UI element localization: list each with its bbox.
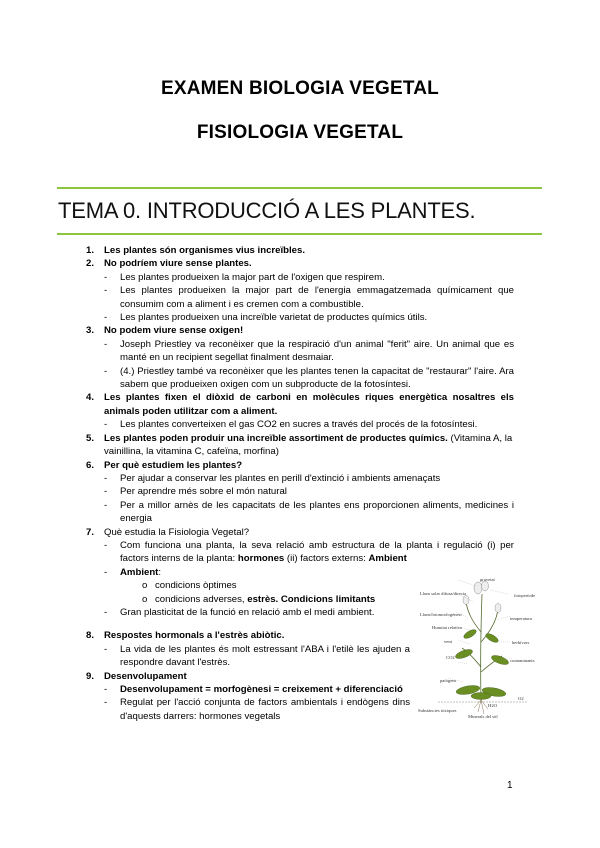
- dash-bullet: -: [104, 365, 108, 377]
- sub-item-text: Les plantes produeixen la major part de l'oxigen que respirem.: [120, 271, 385, 283]
- figure-label: herbívors: [512, 640, 530, 645]
- dash-bullet: -: [104, 539, 108, 551]
- sub-item-text: Per aprendre més sobre el món natural: [120, 486, 287, 498]
- item-text: (Vitamina A, la vainillina, la vitamina C, cafeïna, morfina): [104, 432, 513, 458]
- figure-label: fotoperíode: [514, 593, 536, 598]
- item-text: No podem viure sense oxigen!: [104, 325, 244, 337]
- figure-label: vent: [444, 639, 452, 644]
- circle-bullet: o: [142, 580, 148, 592]
- dash-bullet: -: [104, 472, 108, 484]
- sub-item: [0, 284, 600, 311]
- figure-label: temperatura: [510, 616, 532, 621]
- sub-item: [0, 271, 600, 284]
- sub-item-text: Les plantes converteixen el gas CO2 en sucres a través del procés de la fotosíntesi.: [120, 419, 478, 431]
- item-text-bold: Les plantes poden produir una increïble assortiment de productes químics.: [104, 432, 448, 444]
- sub-item-text: Per a millor arnès de les capacitats de les plantes ens proporcionen aliments, medicines i energia: [120, 499, 514, 525]
- sub-item-text: Gran plasticitat de la funció en relació amb el medi ambient.: [120, 606, 375, 618]
- item-text: Per què estudiem les plantes?: [104, 459, 243, 471]
- list-item: [0, 257, 600, 270]
- circle-item-text: condicions adverses,: [155, 593, 248, 605]
- sub-item: [0, 338, 600, 365]
- figure-label: H2O: [488, 703, 497, 708]
- item-number: 6.: [86, 459, 95, 471]
- item-text: Respostes hormonals a l'estrès abiòtic.: [104, 630, 285, 642]
- list-item: [0, 526, 600, 539]
- sub-item: [0, 311, 600, 324]
- dash-bullet: -: [104, 271, 108, 283]
- stress-term: estrès.: [247, 593, 279, 605]
- list-item: [0, 391, 600, 418]
- sub-item: [0, 472, 600, 485]
- figure-label: contaminants: [510, 658, 535, 663]
- sub-item-text: Desenvolupament = morfogènesi = creixement + diferenciació: [120, 684, 403, 695]
- hormones-term: hormones: [237, 553, 285, 565]
- dash-bullet: -: [104, 606, 108, 618]
- item-text: No podríem viure sense plantes.: [104, 258, 252, 270]
- document-subtitle: FISIOLOGIA VEGETAL: [196, 122, 404, 143]
- plant-stem: [481, 594, 482, 700]
- figure-label: Minerals del sòl: [468, 714, 498, 719]
- item-number: 8.: [86, 630, 95, 642]
- item-number: 3.: [86, 325, 95, 337]
- item-text: Les plantes fixen el diòxid de carboni en molècules riques energètica nosaltres els animals poden utilitzar com a aliment.: [104, 392, 514, 417]
- sub-item: [0, 418, 600, 431]
- dash-bullet: -: [104, 499, 108, 511]
- dash-bullet: -: [104, 338, 108, 350]
- item-number: 5.: [86, 432, 95, 444]
- item-number: 9.: [86, 670, 95, 682]
- dash-bullet: -: [104, 697, 108, 709]
- figure-label: O2: [518, 696, 524, 701]
- sub-item-text: Regulat per l'acció conjunta de factors ambientals i endògens dins d'aquests darrers: hormones vegetals: [120, 697, 410, 722]
- item-text: Què estudia la Fisiologia Vegetal?: [104, 526, 250, 538]
- figure-label: Llum solar difusa/directa: [420, 591, 467, 596]
- figure-label: patògens: [440, 678, 457, 683]
- page-number: 1: [507, 780, 513, 791]
- dash-bullet: -: [104, 312, 108, 324]
- sub-item: [0, 485, 600, 498]
- dash-bullet: -: [104, 419, 108, 431]
- section-heading: TEMA 0. INTRODUCCIÓ A LES PLANTES.: [58, 198, 476, 223]
- sub-item: [0, 365, 600, 392]
- dash-bullet: -: [104, 486, 108, 498]
- circle-bullet: o: [142, 593, 148, 605]
- figure-label: gravetat: [480, 577, 495, 582]
- list-item: [0, 459, 600, 472]
- item-number: 4.: [86, 392, 95, 404]
- sub-item: [0, 539, 600, 566]
- sub-item-text: (ii) factors externs:: [284, 553, 369, 565]
- sub-item-text: (4.) Priestley també va reconèixer que les plantes tenen la capacitat de "restaurar" l'aire. Ara sabem que produeixen oxigen com un subproducte de la fotosíntesi.: [120, 365, 514, 391]
- figure-label: CO2: [446, 655, 455, 660]
- circle-item-text: condicions òptimes: [155, 580, 237, 592]
- figure-label: Llum/fotomorfogènesi: [420, 612, 462, 617]
- item-number: 2.: [86, 258, 95, 270]
- sub-item-text: Les plantes produeixen la major part de l'energia emmagatzemada químicament que consumim com a aliment i es cremen com a combustible.: [120, 285, 514, 310]
- dash-bullet: -: [104, 643, 108, 655]
- sub-item-text: Per ajudar a conservar les plantes en perill d'extinció i ambients amenaçats: [120, 472, 441, 484]
- sub-item-text: Com funciona una planta, la seva relació amb estructura de la planta i regulació (i) per factors interns de la planta:: [120, 539, 514, 565]
- plant-factors-figure: [418, 572, 542, 720]
- dash-bullet: -: [104, 566, 108, 578]
- ambient-term: Ambient: [368, 553, 407, 565]
- sub-item-text: Joseph Priestley va reconèixer que la respiració d'un animal "ferit" aire. Un animal que es manté en un recipient segellat finalment desmaiar.: [120, 338, 514, 364]
- bottom-rule: [57, 233, 542, 235]
- list-item: [0, 432, 600, 459]
- figure-label: Substàncies tòxiques: [418, 708, 457, 713]
- item-number: 1.: [86, 245, 95, 256]
- dash-bullet: -: [104, 684, 108, 695]
- colon: :: [158, 566, 162, 578]
- ambient-label: Ambient: [120, 566, 159, 578]
- sub-item-text: Les plantes produeixen una increïble varietat de productes químics útils.: [120, 312, 428, 324]
- document-title: EXAMEN BIOLOGIA VEGETAL: [160, 78, 439, 99]
- item-number: 7.: [86, 526, 95, 538]
- limiting-conditions-term: Condicions limitants: [280, 593, 376, 605]
- list-item: [0, 244, 600, 257]
- dash-bullet: -: [104, 285, 108, 297]
- list-item: [0, 324, 600, 337]
- item-text: Desenvolupament: [104, 670, 187, 682]
- sub-item: [0, 499, 600, 526]
- item-text: Les plantes són organismes vius increïbles.: [104, 245, 306, 256]
- sub-item-text: La vida de les plantes és molt estressant l'ABA i l'etilè les ajuden a respondre davant l'estrès.: [120, 643, 410, 669]
- top-rule: [57, 187, 542, 189]
- figure-label: Humitat relativa: [432, 625, 462, 630]
